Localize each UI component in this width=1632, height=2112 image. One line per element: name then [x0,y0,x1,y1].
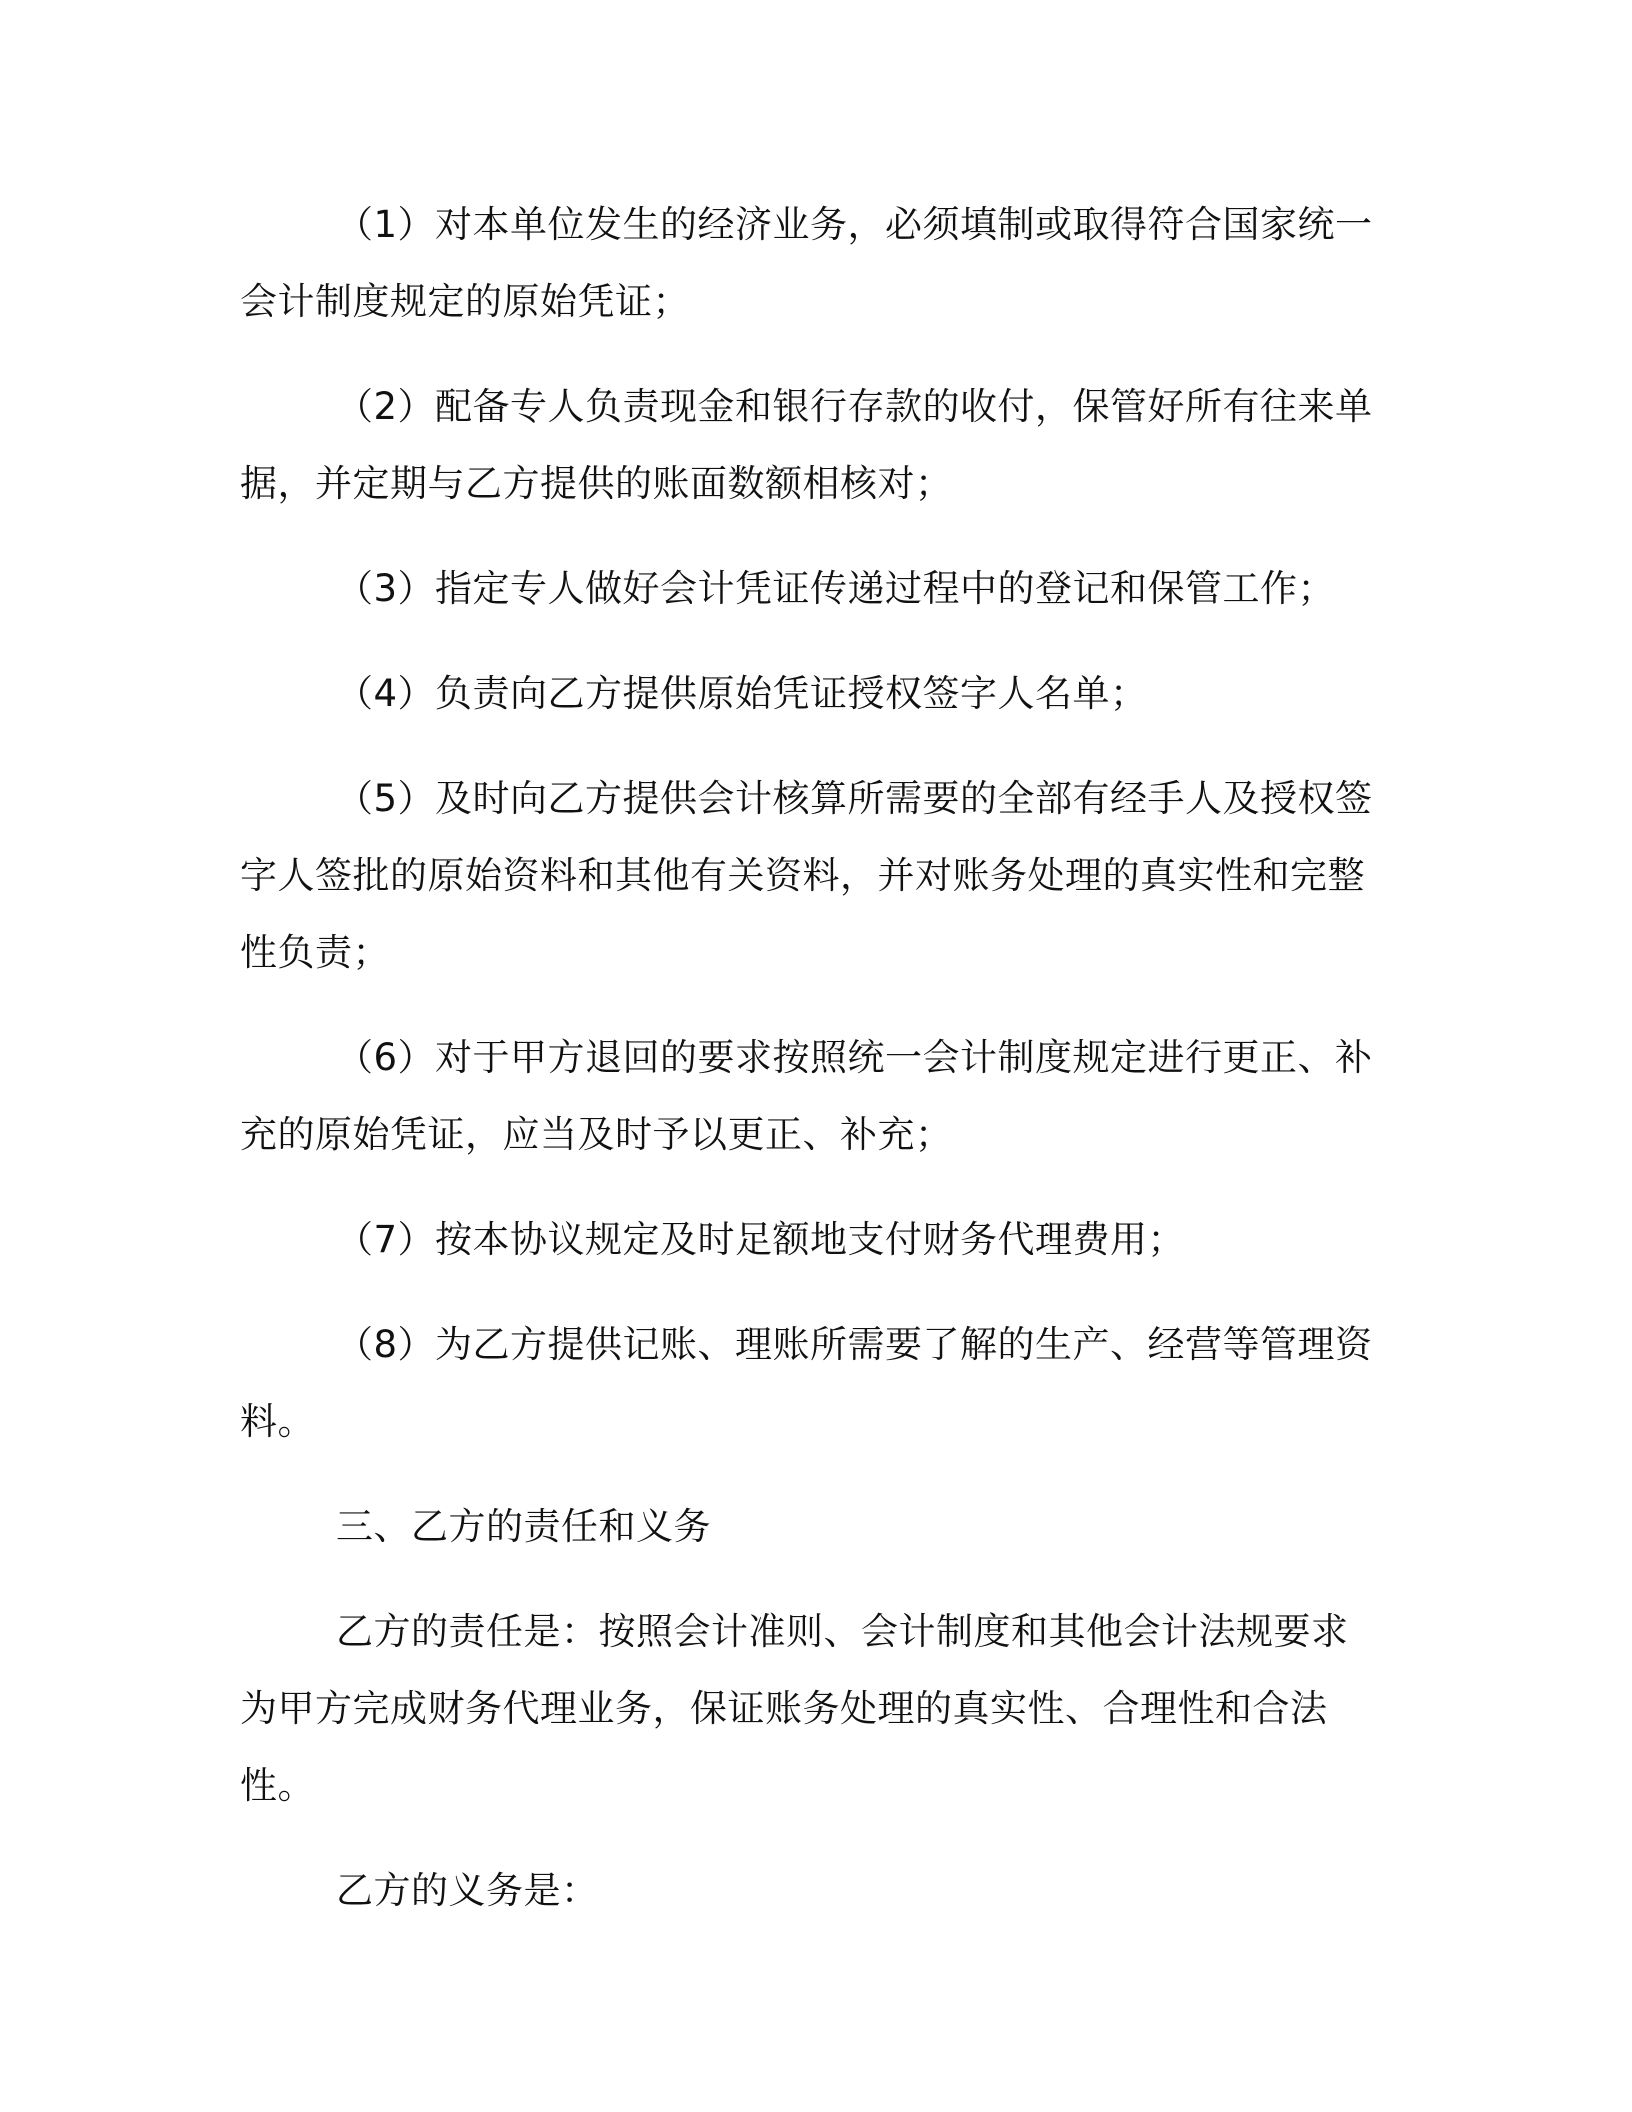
section-heading: 三、乙方的责任和义务 [336,1505,711,1548]
paragraph-7: （7）按本协议规定及时足额地支付财务代理费用； [336,1218,1186,1261]
paragraph-5: （5）及时向乙方提供会计核算所需要的全部有经手人及授权签字人签批的原始资料和其他有关资料，并对账务处理的真实性和完整性负责； [240,777,1373,974]
paragraph-1: （1）对本单位发生的经济业务，必须填制或取得符合国家统一会计制度规定的原始凭证； [240,203,1373,323]
paragraph-6: （6）对于甲方退回的要求按照统一会计制度规定进行更正、补充的原始凭证，应当及时予以更正、补充； [240,1036,1373,1156]
document-body [240,186,1380,1929]
paragraph-4: （4）负责向乙方提供原始凭证授权签字人名单； [336,672,1148,715]
paragraph-party-b-responsibility: 乙方的责任是：按照会计准则、会计制度和其他会计法规要求为甲方完成财务代理业务，保证账务处理的真实性、合理性和合法性。 [240,1610,1349,1807]
paragraph-8: （8）为乙方提供记账、理账所需要了解的生产、经营等管理资料。 [240,1323,1373,1443]
paragraph-party-b-obligations: 乙方的义务是： [336,1869,599,1912]
paragraph-2: （2）配备专人负责现金和银行存款的收付，保管好所有往来单据，并定期与乙方提供的账面数额相核对； [240,385,1373,505]
paragraph-3: （3）指定专人做好会计凭证传递过程中的登记和保管工作； [336,567,1336,610]
